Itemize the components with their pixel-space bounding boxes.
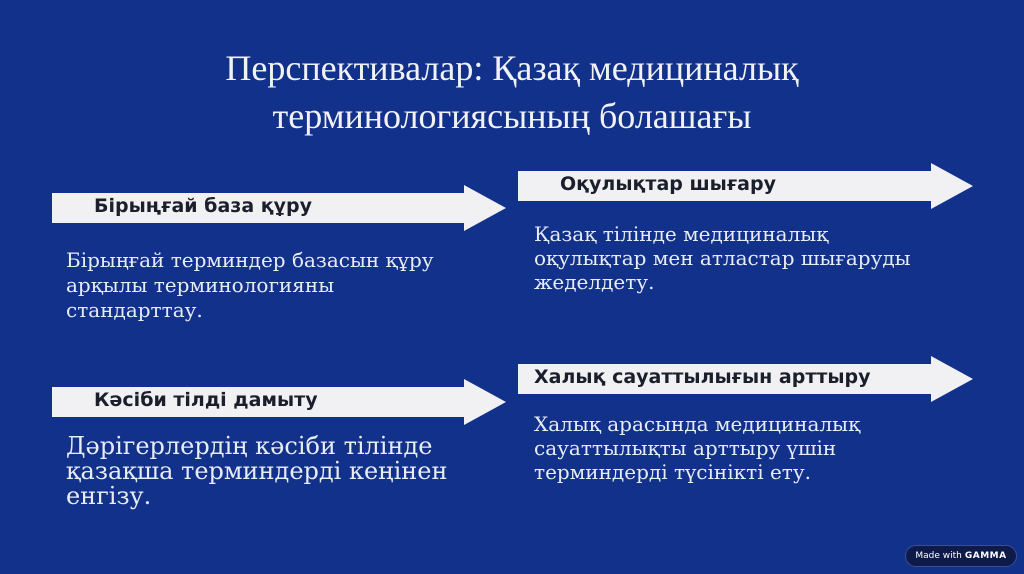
card-3-description-line: Дәрігерлердің кәсіби тілінде xyxy=(66,432,433,460)
card-3-arrow xyxy=(52,379,506,425)
card-4-description-line: Халық арасында медициналық xyxy=(534,412,861,436)
card-4-description xyxy=(534,412,860,484)
card-1-description-line: Бірыңғай терминдер базасын құру xyxy=(66,248,434,272)
card-2-description-line: жеделдету. xyxy=(534,270,655,294)
card-3-description xyxy=(66,434,447,509)
card-3-description-line: қазақша терминдерді кеңінен xyxy=(66,457,448,485)
card-3-heading: Кәсіби тілді дамыту xyxy=(94,389,318,411)
card-1-arrow xyxy=(52,185,506,231)
card-4-description-line: терминдерді түсінікті ету. xyxy=(534,460,811,484)
card-4-arrow xyxy=(518,356,973,402)
card-2-description xyxy=(534,222,911,294)
slide-title xyxy=(0,44,1024,140)
card-3-description-line: енгізу. xyxy=(66,482,152,510)
card-2-arrow xyxy=(518,163,973,209)
card-2-description-line: оқулықтар мен атластар шығаруды xyxy=(534,246,911,270)
card-1-description-line: стандарттау. xyxy=(66,298,203,322)
card-4-description-line: сауаттылықты арттыру үшін xyxy=(534,436,837,460)
badge-prefix: Made with xyxy=(915,551,962,561)
card-2-heading: Оқулықтар шығару xyxy=(560,173,776,195)
slide-title-line-2: терминологиясының болашағы xyxy=(272,96,752,136)
card-2-description-line: Қазақ тілінде медициналық xyxy=(534,222,829,246)
card-1-description xyxy=(66,248,434,323)
slide-title-line-1: Перспективалар: Қазақ медициналық xyxy=(225,48,799,88)
gamma-logo: GAMMA xyxy=(964,551,1007,561)
card-1-heading: Бірыңғай база құру xyxy=(94,195,313,217)
made-with-gamma-badge[interactable] xyxy=(905,545,1017,567)
card-4-heading: Халық сауаттылығын арттыру xyxy=(534,366,871,388)
card-1-description-line: арқылы терминологияны xyxy=(66,273,335,297)
